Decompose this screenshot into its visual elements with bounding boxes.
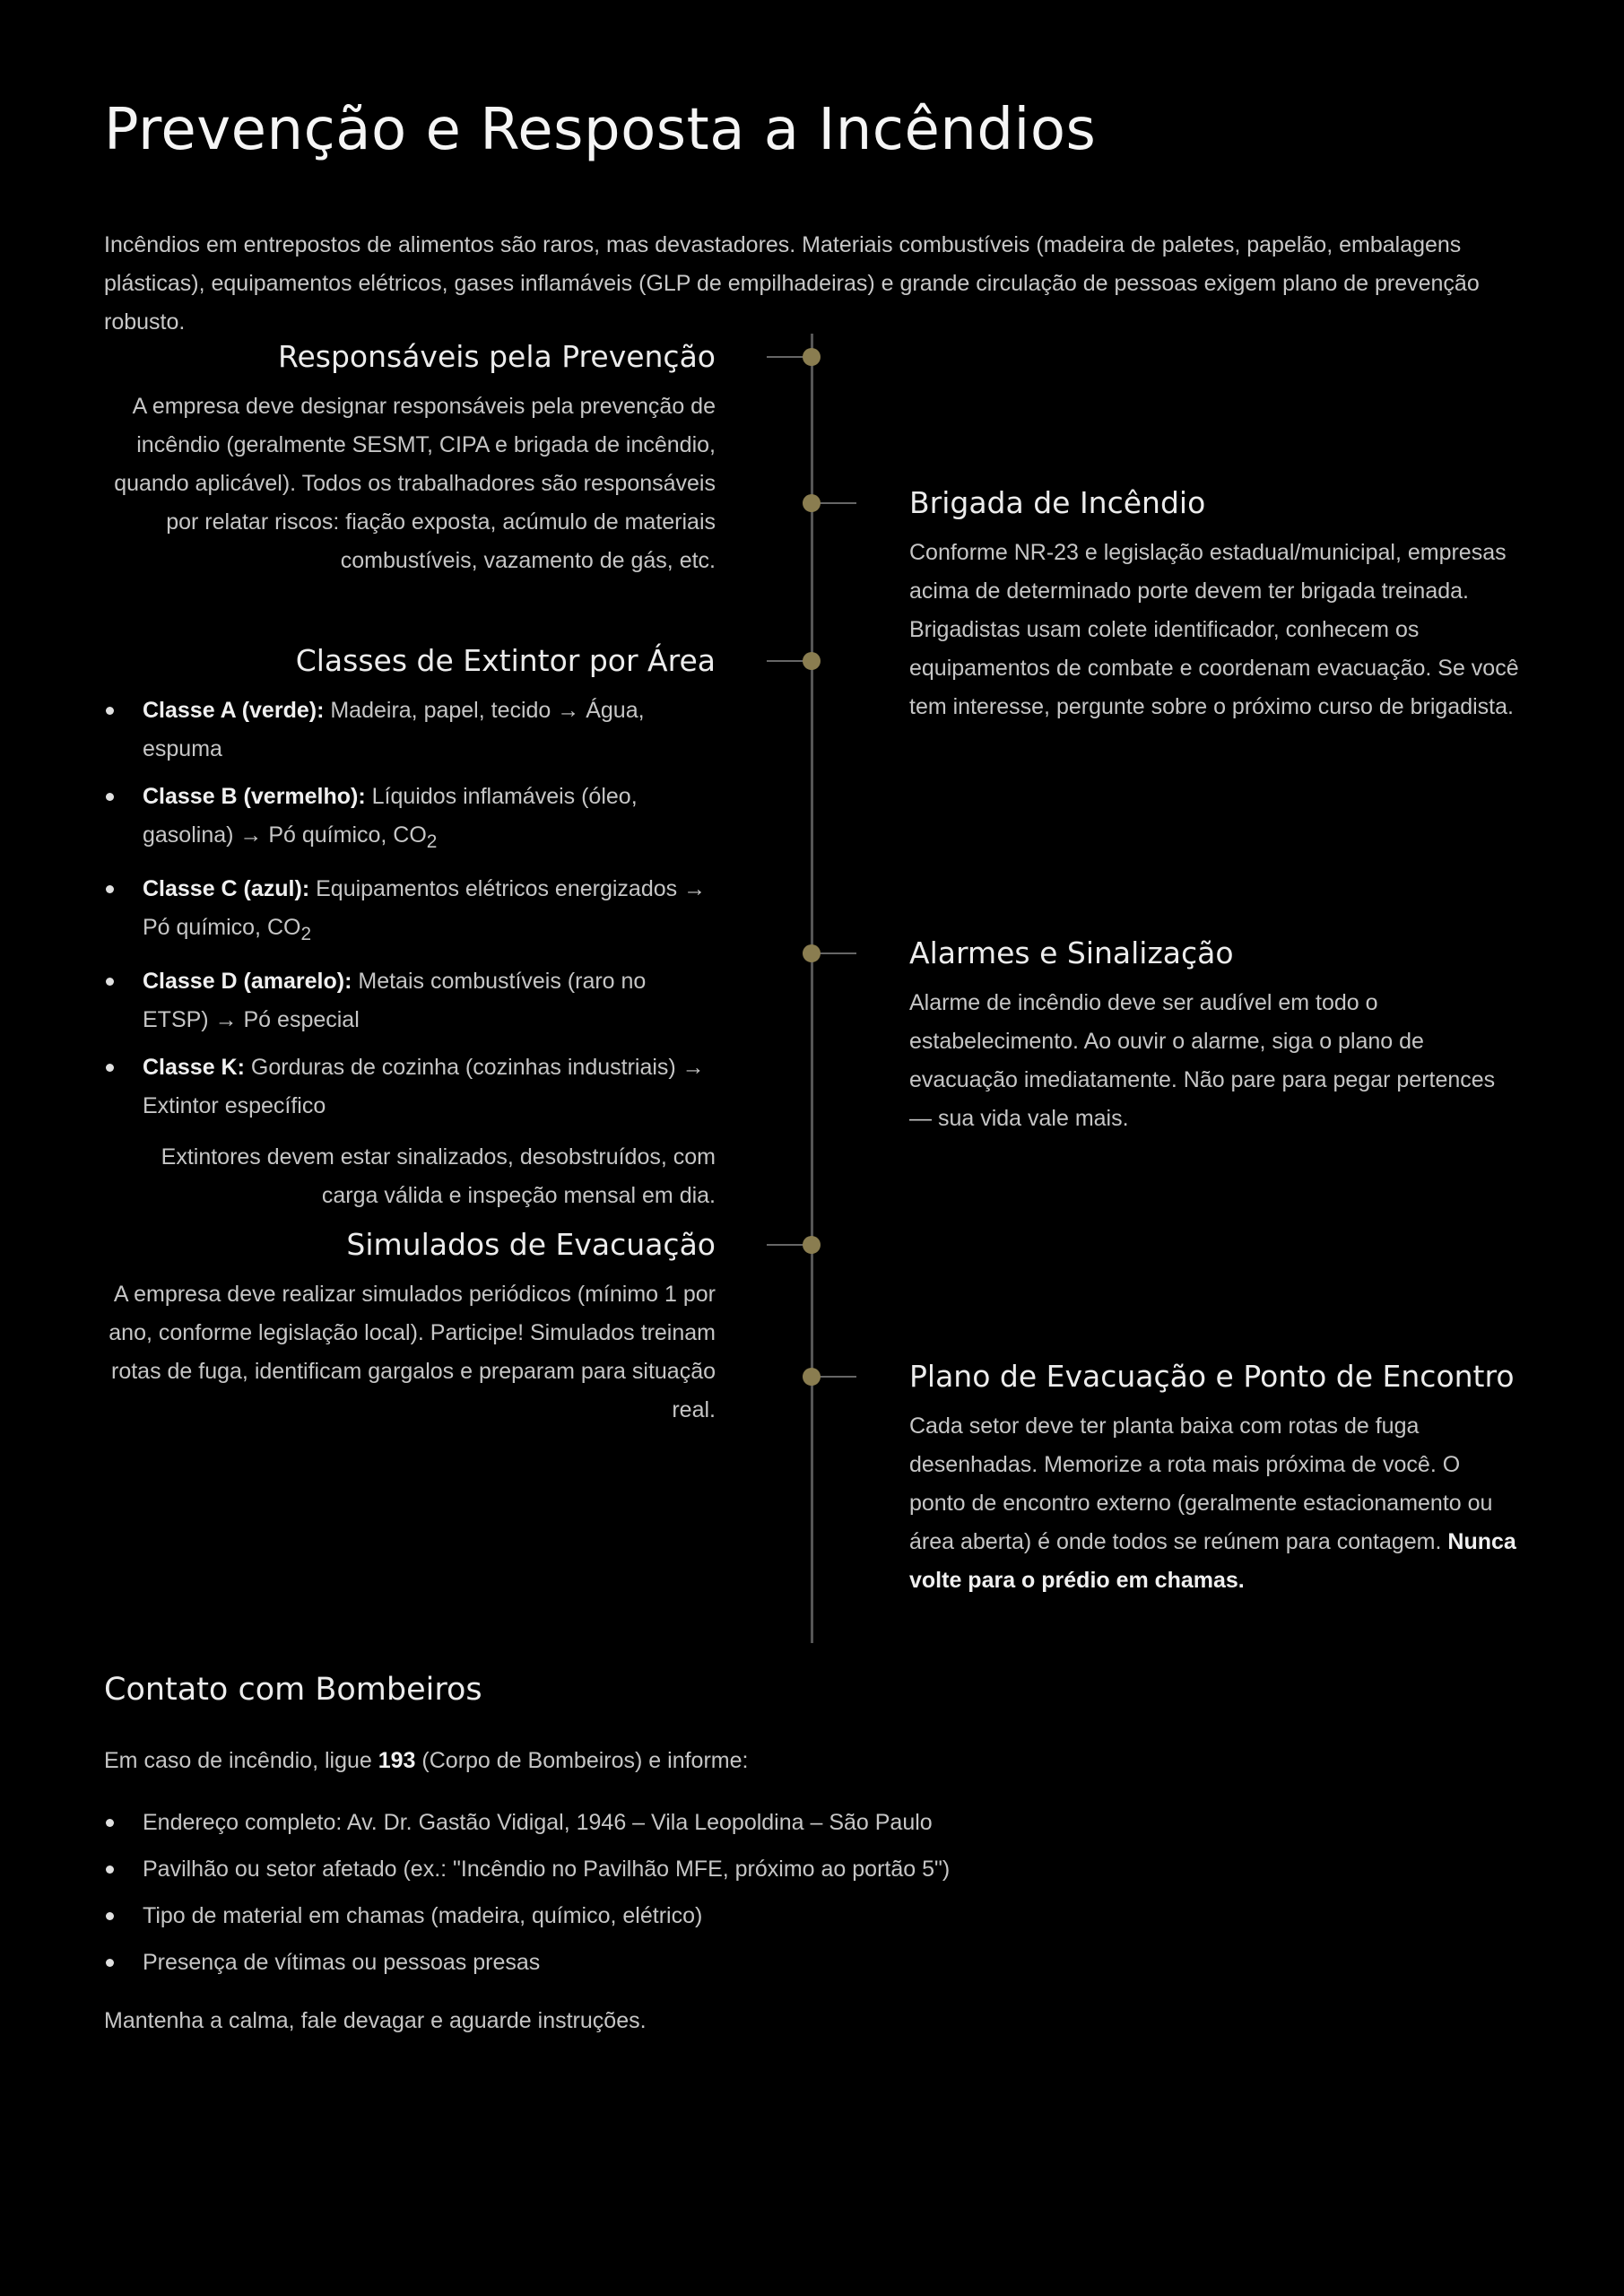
list-item [104,870,716,953]
section-title: Alarmes e Sinalização [909,935,1234,970]
list-item [104,691,716,769]
section-title: Simulados de Evacuação [346,1227,716,1262]
class-label: Classe B (vermelho): [143,784,366,809]
timeline-dot [803,348,821,366]
intro-paragraph: Incêndios em entrepostos de alimentos são raros, mas devastadores. Materiais combustíveis (madeira de paletes, papelão, embalagens plásticas), equipamentos elétricos, gases inflamáveis (GLP de empilhadeiras) e grande circulação de pessoas exigem plano de prevenção robusto. [104,232,1480,335]
timeline-dot [803,944,821,962]
section-body [909,1407,1521,1600]
timeline-dot [803,1236,821,1254]
entry-responsaveis [104,337,716,580]
emergency-phone: 193 [378,1748,416,1773]
timeline-dot [803,652,821,670]
section-title: Responsáveis pela Prevenção [278,339,716,374]
list-item: Presença de vítimas ou pessoas presas [104,1944,1539,1982]
contact-intro-before: Em caso de incêndio, ligue [104,1748,378,1773]
class-text: Equipamentos elétricos energizados → Pó químico, CO [143,876,707,940]
class-label: Classe K: [143,1055,245,1080]
class-label: Classe A (verde): [143,698,325,723]
timeline-dot [803,494,821,512]
contact-intro-after: (Corpo de Bombeiros) e informe: [415,1748,749,1773]
list-item: Tipo de material em chamas (madeira, químico, elétrico) [104,1897,1539,1935]
section-body: Conforme NR-23 e legislação estadual/municipal, empresas acima de determinado porte devem ter brigada treinada. Brigadistas usam colete identificador, conhecem os equipamentos de combate e coordenam evacuação. Se você tem interesse, pergunte sobre o próximo curso de brigadista. [909,540,1519,719]
contact-outro: Mantenha a calma, fale devagar e aguarde instruções. [104,2008,647,2033]
section-title: Plano de Evacuação e Ponto de Encontro [909,1359,1515,1394]
list-item: Pavilhão ou setor afetado (ex.: "Incêndio no Pavilhão MFE, próximo ao portão 5") [104,1850,1539,1889]
page-title: Prevenção e Resposta a Incêndios [104,97,1097,163]
timeline-dot [803,1368,821,1386]
entry-classes [104,641,716,1215]
contact-section [104,1670,1539,2040]
entry-simulados [104,1225,716,1430]
extinguisher-footnote: Extintores devem estar sinalizados, desobstruídos, com carga válida e inspeção mensal em dia. [161,1144,716,1208]
entry-brigada [909,483,1521,726]
class-label: Classe D (amarelo): [143,969,352,994]
section-title: Brigada de Incêndio [909,485,1206,520]
class-text: Gorduras de cozinha (cozinhas industriais) → Extintor específico [143,1055,705,1118]
class-text: Metais combustíveis (raro no ETSP) → Pó especial [143,969,647,1032]
timeline-axis [811,334,813,1643]
subscript: 2 [426,831,438,852]
list-item [104,1048,716,1126]
entry-plano [909,1357,1521,1600]
section-title: Classes de Extintor por Área [295,643,716,678]
class-label: Classe C (azul): [143,876,310,901]
extinguisher-class-list [104,691,716,1126]
section-body: A empresa deve designar responsáveis pela prevenção de incêndio (geralmente SESMT, CIPA e brigada de incêndio, quando aplicável). Todos os trabalhadores são responsáveis por relatar riscos: fiação exposta, acúmulo de materiais combustíveis, vazamento de gás, etc. [114,394,716,573]
list-item [104,962,716,1039]
list-item: Endereço completo: Av. Dr. Gastão Vidigal, 1946 – Vila Leopoldina – São Paulo [104,1804,1539,1842]
contact-intro [104,1742,1539,1780]
contact-title: Contato com Bombeiros [104,1672,482,1708]
section-body: A empresa deve realizar simulados periódicos (mínimo 1 por ano, conforme legislação local). Participe! Simulados treinam rotas de fuga, identificam gargalos e preparam para situação real. [109,1282,716,1422]
subscript: 2 [300,924,312,944]
section-body: Alarme de incêndio deve ser audível em todo o estabelecimento. Ao ouvir o alarme, siga o plano de evacuação imediatamente. Não pare para pegar pertences — sua vida vale mais. [909,990,1496,1131]
entry-alarmes [909,934,1521,1138]
class-text: Madeira, papel, tecido → Água, espuma [143,698,645,761]
contact-info-list [104,1804,1539,1982]
section-body-emphasis: Nunca volte para o prédio em chamas. [909,1529,1516,1593]
class-text: Líquidos inflamáveis (óleo, gasolina) → Pó químico, CO [143,784,638,848]
section-body-text: Cada setor deve ter planta baixa com rotas de fuga desenhadas. Memorize a rota mais próxima de você. O ponto de encontro externo (geralmente estacionamento ou área aberta) é onde todos se reúnem para contagem. [909,1413,1493,1554]
list-item [104,778,716,861]
